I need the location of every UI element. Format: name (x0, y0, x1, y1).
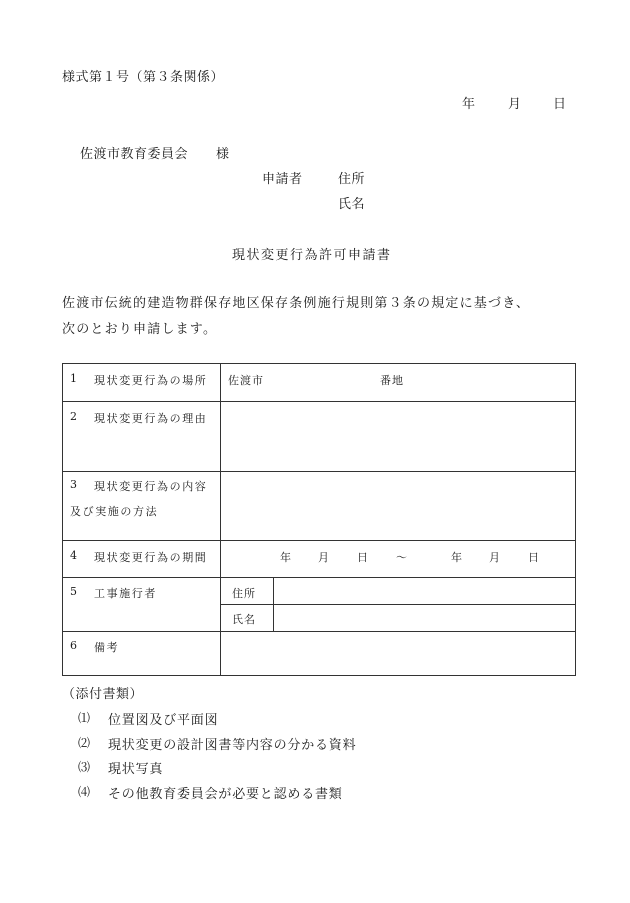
form-number: 様式第１号（第３条関係） (62, 70, 225, 85)
date-month-label: 月 (508, 97, 522, 112)
applicant-name-label: 氏名 (338, 197, 366, 212)
row-2-number: 2 (70, 410, 79, 423)
period-end-year: 年 (451, 551, 463, 564)
applicant-address-label: 住所 (338, 172, 366, 187)
location-banchi-suffix: 番地 (380, 374, 404, 387)
addressee-suffix: 様 (216, 147, 230, 162)
addressee-name: 佐渡市教育委員会 (80, 147, 189, 162)
row-2-label: 現状変更行為の理由 (94, 412, 208, 425)
attachment-number: ⑶ (78, 760, 91, 774)
row-divider (62, 577, 576, 578)
table-border-bottom (62, 675, 576, 676)
row-3-number: 3 (70, 478, 79, 491)
attachment-number: ⑴ (78, 711, 91, 725)
period-start-month: 月 (318, 551, 330, 564)
row-6-number: 6 (70, 639, 79, 652)
period-end-month: 月 (489, 551, 501, 564)
attachment-number: ⑷ (78, 785, 91, 799)
row-5-label: 工事施行者 (94, 587, 157, 600)
document-title: 現状変更行為許可申請書 (232, 248, 392, 263)
row-1-label: 現状変更行為の場所 (94, 374, 208, 387)
attachments-title: （添付書類） (62, 687, 144, 702)
applicant-label: 申請者 (262, 172, 303, 187)
attachment-item: 現状変更の設計図書等内容の分かる資料 (108, 738, 357, 753)
row-6-label: 備考 (94, 641, 120, 654)
row-divider (62, 401, 576, 402)
body-text-line-2: 次のとおり申請します。 (62, 322, 218, 337)
table-border-top (62, 363, 576, 364)
attachment-item: 位置図及び平面図 (108, 713, 219, 728)
body-text-line-1: 佐渡市伝統的建造物群保存地区保存条例施行規則第３条の規定に基づき、 (62, 296, 531, 311)
column-divider (220, 363, 221, 676)
row-divider (62, 540, 576, 541)
table-border-left (62, 363, 63, 676)
contractor-address-label: 住所 (232, 587, 256, 600)
row-5-number: 5 (70, 585, 79, 598)
sub-column-divider (273, 577, 274, 631)
period-end-day: 日 (528, 551, 540, 564)
attachment-item: 現状写真 (108, 762, 164, 777)
attachment-item: その他教育委員会が必要と認める書類 (108, 787, 343, 802)
date-year-label: 年 (462, 97, 476, 112)
period-separator: ～ (396, 551, 408, 564)
contractor-name-label: 氏名 (232, 613, 256, 626)
date-day-label: 日 (553, 97, 567, 112)
row-1-number: 1 (70, 372, 79, 385)
period-start-day: 日 (357, 551, 369, 564)
row-divider (62, 631, 576, 632)
row-4-label: 現状変更行為の期間 (94, 551, 208, 564)
table-border-right (575, 363, 576, 676)
application-table (62, 363, 576, 676)
period-start-year: 年 (280, 551, 292, 564)
row-divider (62, 471, 576, 472)
row-4-number: 4 (70, 549, 79, 562)
location-city-prefix: 佐渡市 (228, 374, 264, 387)
attachment-number: ⑵ (78, 736, 91, 750)
row-3-label-line-2: 及び実施の方法 (70, 505, 159, 518)
row-3-label-line-1: 現状変更行為の内容 (94, 480, 208, 493)
